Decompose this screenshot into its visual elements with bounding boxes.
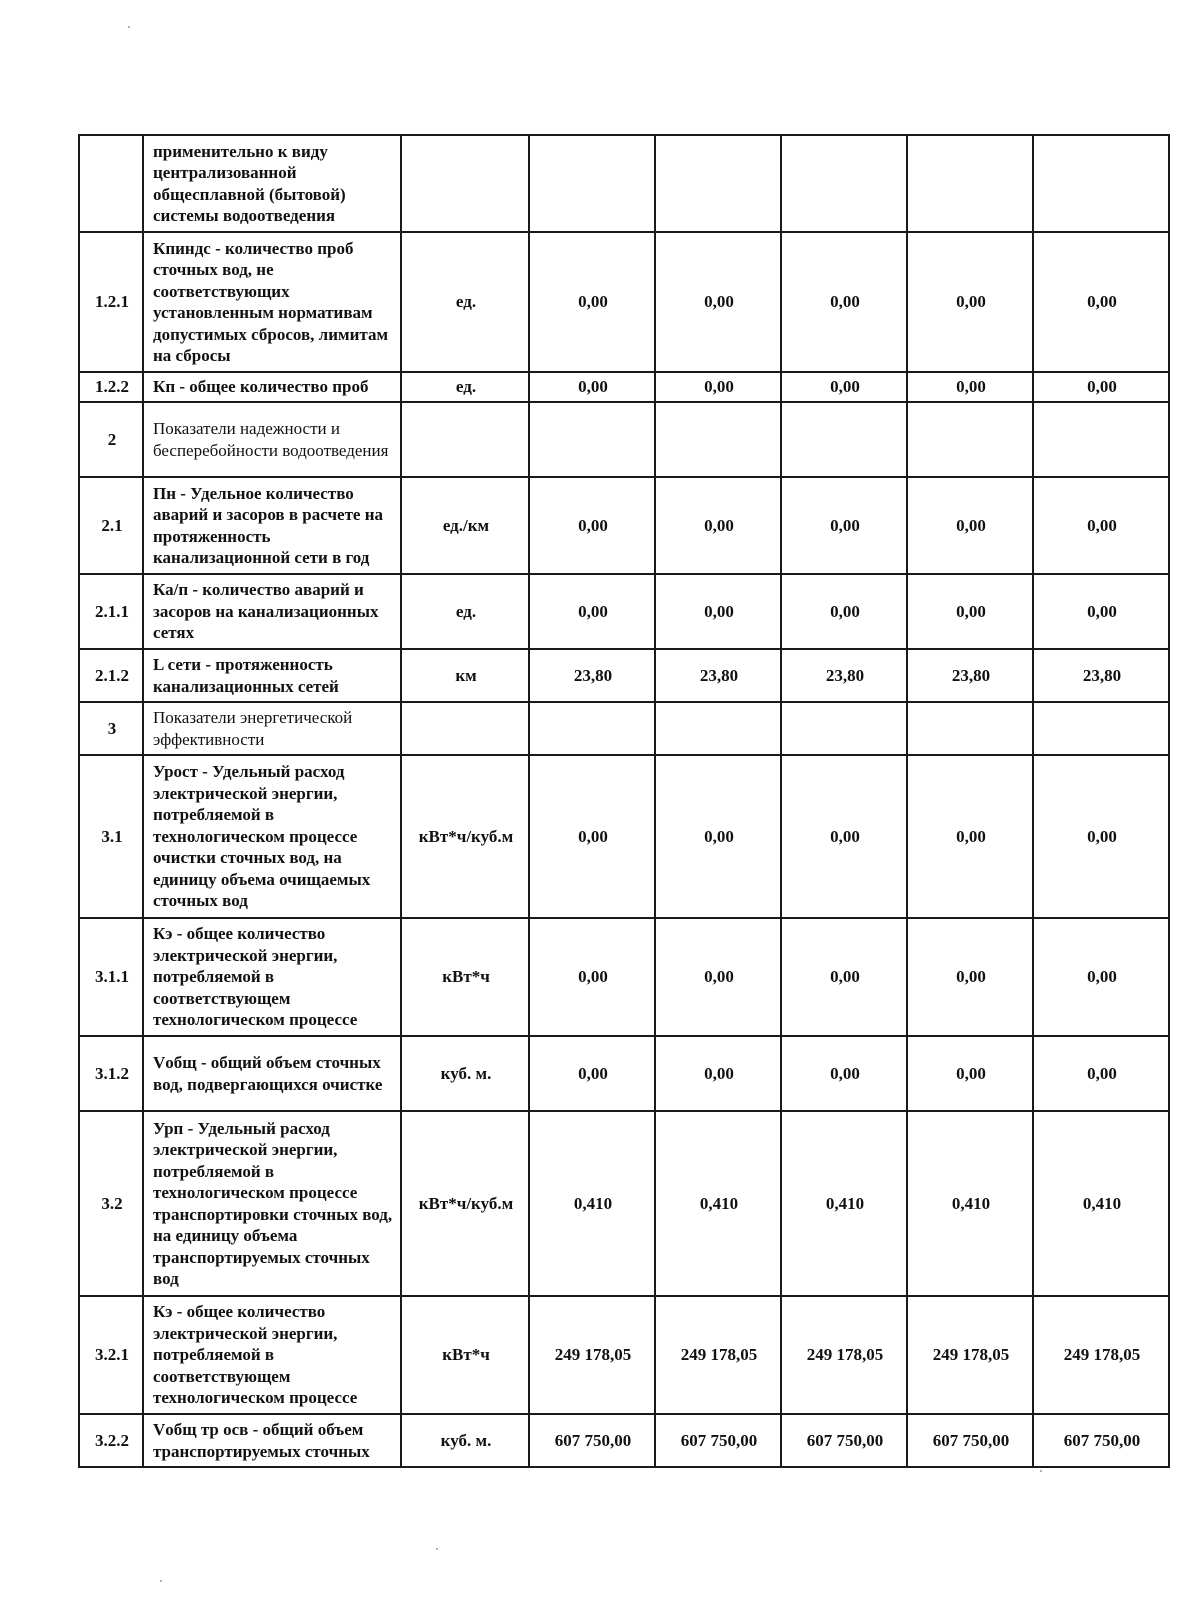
value-cell-v1: 0,00 bbox=[529, 232, 655, 372]
unit-cell bbox=[401, 702, 529, 755]
indicator-description-cell: Показатели надежности и бесперебойности водоотведения bbox=[143, 402, 401, 477]
value-cell-v5: 0,00 bbox=[1033, 574, 1169, 649]
value-cell-v5: 23,80 bbox=[1033, 649, 1169, 702]
value-cell-v3: 0,00 bbox=[781, 232, 907, 372]
value-cell-v4: 23,80 bbox=[907, 649, 1033, 702]
table-row bbox=[79, 372, 1169, 402]
unit-cell: ед./км bbox=[401, 477, 529, 574]
table-row bbox=[79, 402, 1169, 477]
row-number-cell: 3.2.2 bbox=[79, 1414, 143, 1467]
value-cell-v2: 249 178,05 bbox=[655, 1296, 781, 1414]
value-cell-v4: 0,00 bbox=[907, 574, 1033, 649]
value-cell-v3: 0,410 bbox=[781, 1111, 907, 1296]
unit-cell: ед. bbox=[401, 232, 529, 372]
value-cell-v5 bbox=[1033, 135, 1169, 232]
indicators-table bbox=[78, 134, 1170, 1468]
value-cell-v4: 0,410 bbox=[907, 1111, 1033, 1296]
unit-cell: кВт*ч/куб.м bbox=[401, 755, 529, 918]
indicator-description-cell: Vобщ тр осв - общий объем транспортируемых сточных bbox=[143, 1414, 401, 1467]
table-row bbox=[79, 477, 1169, 574]
row-number-cell: 3.1 bbox=[79, 755, 143, 918]
indicator-description-cell: Пн - Удельное количество аварий и засоров в расчете на протяженность канализационной сети в год bbox=[143, 477, 401, 574]
value-cell-v2: 0,00 bbox=[655, 755, 781, 918]
value-cell-v1 bbox=[529, 135, 655, 232]
table-row bbox=[79, 232, 1169, 372]
indicator-description-cell: Урост - Удельный расход электрической энергии, потребляемой в технологическом процессе очистки сточных вод, на единицу объема очищаемых сточных вод bbox=[143, 755, 401, 918]
indicator-description-cell: Кп - общее количество проб bbox=[143, 372, 401, 402]
table-row bbox=[79, 755, 1169, 918]
scan-speck bbox=[436, 1548, 438, 1550]
row-number-cell: 2 bbox=[79, 402, 143, 477]
unit-cell: куб. м. bbox=[401, 1414, 529, 1467]
table-row bbox=[79, 1296, 1169, 1414]
value-cell-v3 bbox=[781, 402, 907, 477]
value-cell-v1: 0,00 bbox=[529, 574, 655, 649]
value-cell-v3: 0,00 bbox=[781, 372, 907, 402]
value-cell-v3 bbox=[781, 135, 907, 232]
value-cell-v1 bbox=[529, 402, 655, 477]
value-cell-v5: 0,00 bbox=[1033, 1036, 1169, 1111]
value-cell-v5: 607 750,00 bbox=[1033, 1414, 1169, 1467]
indicator-description-cell: Кэ - общее количество электрической энергии, потребляемой в соответствующем технологическом процессе bbox=[143, 1296, 401, 1414]
value-cell-v1: 0,410 bbox=[529, 1111, 655, 1296]
value-cell-v1: 0,00 bbox=[529, 372, 655, 402]
value-cell-v3: 0,00 bbox=[781, 918, 907, 1036]
value-cell-v4: 0,00 bbox=[907, 755, 1033, 918]
unit-cell: куб. м. bbox=[401, 1036, 529, 1111]
table-body bbox=[79, 135, 1169, 1467]
value-cell-v1: 607 750,00 bbox=[529, 1414, 655, 1467]
value-cell-v1: 0,00 bbox=[529, 1036, 655, 1111]
value-cell-v2 bbox=[655, 402, 781, 477]
value-cell-v4: 0,00 bbox=[907, 477, 1033, 574]
value-cell-v5: 249 178,05 bbox=[1033, 1296, 1169, 1414]
value-cell-v2: 0,00 bbox=[655, 574, 781, 649]
value-cell-v5 bbox=[1033, 402, 1169, 477]
value-cell-v2: 0,00 bbox=[655, 372, 781, 402]
value-cell-v1: 0,00 bbox=[529, 918, 655, 1036]
indicator-description-cell: Показатели энергетической эффективности bbox=[143, 702, 401, 755]
value-cell-v3: 0,00 bbox=[781, 574, 907, 649]
row-number-cell: 3.1.1 bbox=[79, 918, 143, 1036]
value-cell-v3: 607 750,00 bbox=[781, 1414, 907, 1467]
value-cell-v3 bbox=[781, 702, 907, 755]
unit-cell bbox=[401, 402, 529, 477]
table-row bbox=[79, 1036, 1169, 1111]
row-number-cell: 2.1 bbox=[79, 477, 143, 574]
value-cell-v4: 0,00 bbox=[907, 232, 1033, 372]
value-cell-v4 bbox=[907, 702, 1033, 755]
unit-cell: кВт*ч bbox=[401, 1296, 529, 1414]
value-cell-v2: 0,00 bbox=[655, 232, 781, 372]
indicator-description-cell: применительно к виду централизованной общесплавной (бытовой) системы водоотведения bbox=[143, 135, 401, 232]
value-cell-v4: 249 178,05 bbox=[907, 1296, 1033, 1414]
row-number-cell: 3.2.1 bbox=[79, 1296, 143, 1414]
row-number-cell bbox=[79, 135, 143, 232]
value-cell-v4 bbox=[907, 402, 1033, 477]
value-cell-v2: 607 750,00 bbox=[655, 1414, 781, 1467]
row-number-cell: 2.1.1 bbox=[79, 574, 143, 649]
value-cell-v2: 0,00 bbox=[655, 477, 781, 574]
value-cell-v5: 0,00 bbox=[1033, 918, 1169, 1036]
indicator-description-cell: L сети - протяженность канализационных сетей bbox=[143, 649, 401, 702]
scan-speck bbox=[128, 26, 130, 28]
table-row bbox=[79, 574, 1169, 649]
value-cell-v1: 0,00 bbox=[529, 477, 655, 574]
unit-cell: кВт*ч bbox=[401, 918, 529, 1036]
value-cell-v4 bbox=[907, 135, 1033, 232]
value-cell-v1: 0,00 bbox=[529, 755, 655, 918]
table-row bbox=[79, 135, 1169, 232]
value-cell-v2: 0,00 bbox=[655, 1036, 781, 1111]
indicator-description-cell: Кэ - общее количество электрической энергии, потребляемой в соответствующем технологическом процессе bbox=[143, 918, 401, 1036]
value-cell-v5 bbox=[1033, 702, 1169, 755]
value-cell-v5: 0,00 bbox=[1033, 755, 1169, 918]
value-cell-v2: 23,80 bbox=[655, 649, 781, 702]
row-number-cell: 3.1.2 bbox=[79, 1036, 143, 1111]
table-row bbox=[79, 702, 1169, 755]
table-row bbox=[79, 1111, 1169, 1296]
value-cell-v5: 0,410 bbox=[1033, 1111, 1169, 1296]
unit-cell: ед. bbox=[401, 372, 529, 402]
value-cell-v5: 0,00 bbox=[1033, 372, 1169, 402]
indicator-description-cell: Vобщ - общий объем сточных вод, подвергающихся очистке bbox=[143, 1036, 401, 1111]
value-cell-v4: 0,00 bbox=[907, 1036, 1033, 1111]
value-cell-v5: 0,00 bbox=[1033, 477, 1169, 574]
row-number-cell: 1.2.1 bbox=[79, 232, 143, 372]
value-cell-v4: 0,00 bbox=[907, 372, 1033, 402]
table-row bbox=[79, 918, 1169, 1036]
indicator-description-cell: Урп - Удельный расход электрической энергии, потребляемой в технологическом процессе транспортировки сточных вод, на единицу объема транспортируемых сточных вод bbox=[143, 1111, 401, 1296]
value-cell-v2: 0,00 bbox=[655, 918, 781, 1036]
scan-speck bbox=[1040, 1470, 1042, 1472]
row-number-cell: 2.1.2 bbox=[79, 649, 143, 702]
indicator-description-cell: Ка/п - количество аварий и засоров на канализационных сетях bbox=[143, 574, 401, 649]
value-cell-v1: 249 178,05 bbox=[529, 1296, 655, 1414]
scan-speck bbox=[160, 1580, 162, 1582]
value-cell-v5: 0,00 bbox=[1033, 232, 1169, 372]
value-cell-v3: 0,00 bbox=[781, 1036, 907, 1111]
unit-cell: км bbox=[401, 649, 529, 702]
value-cell-v3: 0,00 bbox=[781, 755, 907, 918]
table-row bbox=[79, 1414, 1169, 1467]
row-number-cell: 3 bbox=[79, 702, 143, 755]
value-cell-v2 bbox=[655, 135, 781, 232]
row-number-cell: 3.2 bbox=[79, 1111, 143, 1296]
value-cell-v3: 0,00 bbox=[781, 477, 907, 574]
value-cell-v2: 0,410 bbox=[655, 1111, 781, 1296]
indicator-description-cell: Кпиндс - количество проб сточных вод, не соответствующих установленным нормативам допустимых сбросов, лимитам на сбросы bbox=[143, 232, 401, 372]
value-cell-v2 bbox=[655, 702, 781, 755]
unit-cell bbox=[401, 135, 529, 232]
value-cell-v4: 0,00 bbox=[907, 918, 1033, 1036]
value-cell-v1 bbox=[529, 702, 655, 755]
unit-cell: ед. bbox=[401, 574, 529, 649]
row-number-cell: 1.2.2 bbox=[79, 372, 143, 402]
value-cell-v3: 23,80 bbox=[781, 649, 907, 702]
value-cell-v4: 607 750,00 bbox=[907, 1414, 1033, 1467]
value-cell-v3: 249 178,05 bbox=[781, 1296, 907, 1414]
table-row bbox=[79, 649, 1169, 702]
unit-cell: кВт*ч/куб.м bbox=[401, 1111, 529, 1296]
value-cell-v1: 23,80 bbox=[529, 649, 655, 702]
